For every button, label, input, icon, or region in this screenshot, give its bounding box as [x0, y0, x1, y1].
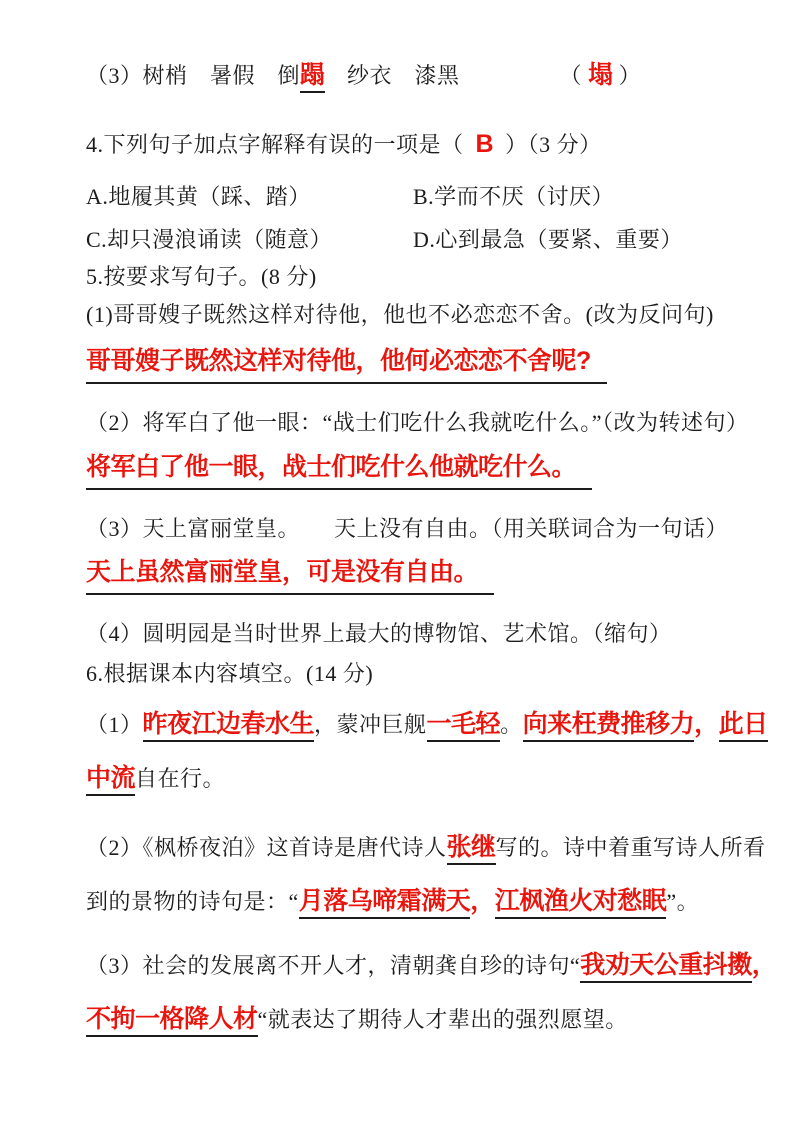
q6-2-blank-3: 江枫渔火对愁眠: [495, 887, 667, 919]
q4-options-row-2: [86, 223, 763, 257]
q3-correct-char: 塌: [588, 61, 613, 89]
q6-2-mid: 写的。诗中着重写诗人所看: [495, 835, 766, 860]
q6-item-3-line-1: [86, 948, 777, 983]
q6-2-blank-2: 月落乌啼霜满天: [299, 887, 471, 919]
q5-answer-blank-1: [86, 346, 607, 384]
q4-option-a: A.地履其黄（踩、踏）: [86, 184, 311, 209]
q6-1-comma: ，: [694, 710, 719, 738]
q6-2-blank-1: 张继: [447, 833, 496, 865]
q6-1-suffix: 自在行。: [135, 766, 226, 791]
q5-item-2: （2）将军白了他一眼：“战士们吃什么我就吃什么。”（改为转述句）: [86, 410, 749, 435]
q5-answer-1-line: [86, 345, 763, 384]
q4-stem-after: ）（3 分）: [499, 132, 602, 157]
q6-item-2-line-1: [86, 830, 766, 865]
q3-words-prefix: （3）树梢 暑假 倒: [86, 63, 301, 88]
q5-answer-2-text: 将军白了他一眼，战士们吃什么他就吃什么。: [86, 453, 577, 481]
q5-answer-3-line: [86, 556, 763, 595]
q5-answer-3-text: 天上虽然富丽堂皇，可是没有自由。: [86, 558, 479, 586]
q6-item-1-line-2: [86, 761, 763, 796]
q6-1-blank-3: 向来枉费推移力: [523, 710, 695, 742]
q6-3-prefix: （3）社会的发展离不开人才，清朝龚自珍的诗句“: [86, 953, 581, 978]
q6-3-blank-1: 我劝天公重抖擞: [580, 951, 752, 983]
q5-header: 5.按要求写句子。(8 分): [86, 264, 317, 289]
q6-1-blank-4-cont: 中流: [86, 764, 135, 796]
q6-1-blank-1: 昨夜江边春水生: [143, 710, 315, 742]
q5-answer-blank-3: [86, 557, 494, 595]
q6-2-suffix: ”。: [666, 889, 700, 914]
q4-options-row-1: [86, 180, 763, 214]
q3-wrong-char: 蹋: [300, 61, 325, 93]
q6-1-blank-4: 此日: [719, 710, 768, 742]
q4-option-d: D.心到最急（要紧、重要）: [413, 227, 683, 252]
q4-stem-before: 4.下列句子加点字解释有误的一项是（: [86, 132, 470, 157]
q4-option-c: C.却只漫浪诵读（随意）: [86, 227, 333, 252]
q6-2-prefix: （2）《枫桥夜泊》这首诗是唐代诗人: [86, 835, 447, 860]
q5-item-3: （3）天上富丽堂皇。 天上没有自由。（用关联词合为一句话）: [86, 516, 729, 541]
q3-paren-close: ）: [612, 63, 642, 88]
q6-1-prefix: （1）: [86, 712, 143, 737]
q6-1-blank-2: 一毛轻: [427, 710, 501, 742]
q4-stem: [86, 127, 763, 162]
q3-word-line: [86, 58, 763, 93]
q6-item-3-line-2: [86, 1002, 763, 1037]
q6-item-1-line-1: [86, 707, 768, 742]
q6-item-2-line-2: [86, 884, 763, 919]
q6-1-mid-2: 。: [500, 712, 523, 737]
q6-3-suffix: “就表达了期待人才辈出的强烈愿望。: [257, 1007, 628, 1032]
q3-words-rest: 纱衣 漆黑: [324, 63, 460, 88]
q6-2-line2-prefix: 到的景物的诗句是：“: [86, 889, 299, 914]
q5-item-1: (1)哥哥嫂子既然这样对待他，他也不必恋恋不舍。(改为反问句): [86, 302, 714, 327]
q6-1-mid-1: ，蒙冲巨舰: [314, 712, 427, 737]
q5-item-4: （4）圆明园是当时世界上最大的博物馆、艺术馆。（缩句）: [86, 621, 672, 646]
q6-2-comma: ，: [470, 887, 495, 915]
q3-paren-open: （: [559, 63, 589, 88]
q4-option-b: B.学而不厌（讨厌）: [413, 184, 615, 209]
q6-3-comma: ，: [751, 951, 777, 979]
q5-answer-2-line: [86, 451, 763, 490]
q5-answer-blank-2: [86, 452, 592, 490]
q6-header: 6.根据课本内容填空。(14 分): [86, 661, 374, 686]
q5-answer-1-text: 哥哥嫂子既然这样对待他，他何必恋恋不舍呢?: [86, 347, 591, 375]
q6-3-blank-2: 不拘一格降人材: [86, 1005, 258, 1037]
q4-answer-letter: B: [475, 130, 494, 158]
